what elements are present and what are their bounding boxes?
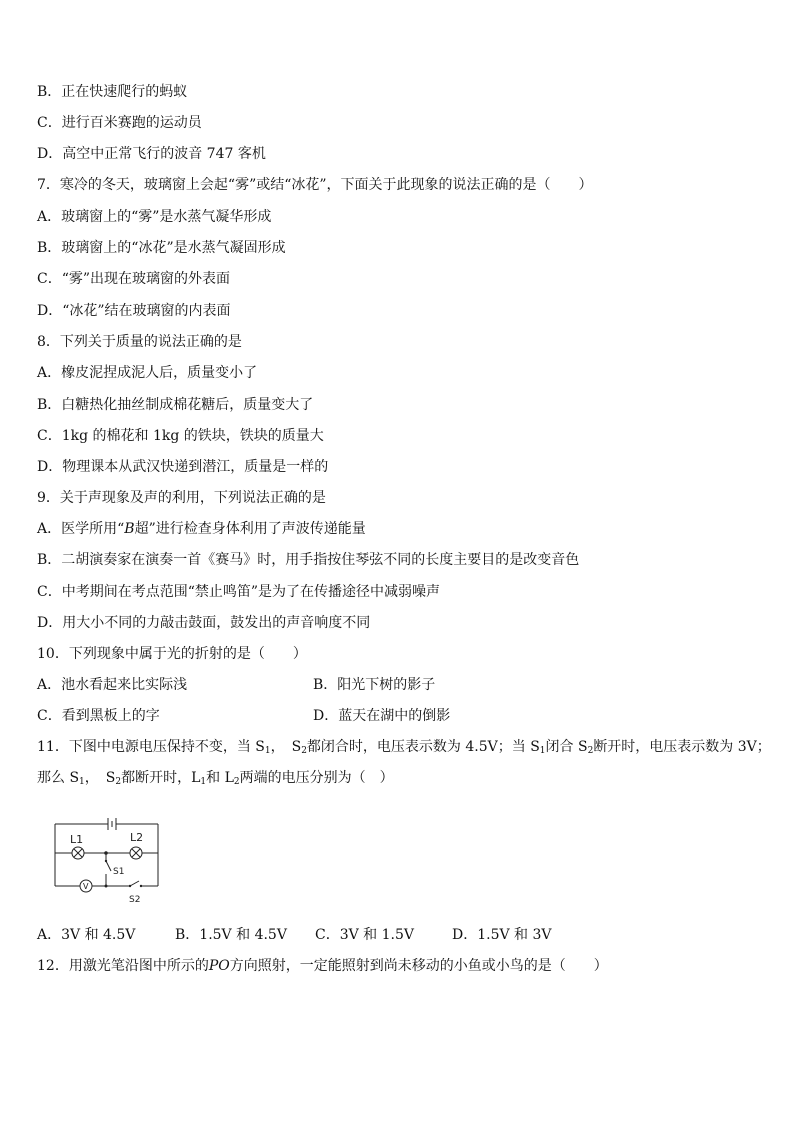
q7-option-a: A．玻璃窗上的“雾”是水蒸气凝华形成 [37,209,272,225]
q11-text: 和 L [206,770,234,786]
q9-option-b: B．二胡演奏家在演奏一首《赛马》时，用手指按住琴弦不同的长度主要目的是改变音色 [37,552,580,568]
q10-option-d: D．蓝天在湖中的倒影 [313,708,451,724]
subscript: 2 [301,746,307,756]
subscript: 2 [233,777,240,787]
q11-text: 那么 S [37,770,80,786]
junction-dot [105,885,108,888]
switch-contact [129,885,131,887]
q11-text: 断开时，电压表示数为 3V； [593,739,771,755]
q7-option-d: D．“冰花”结在玻璃窗的内表面 [37,303,231,319]
q9-option-a [37,520,366,538]
q10-option-c: C．看到黑板上的字 [37,708,160,724]
q10-stem: 10．下列现象中属于光的折射的是（ ） [37,646,307,662]
q8-option-b: B．白糖热化抽丝制成棉花糖后，质量变大了 [37,397,314,413]
q8-option-d: D．物理课本从武汉快递到潜江，质量是一样的 [37,459,329,475]
q11-circuit-diagram [50,812,168,904]
label-s2: S2 [129,895,141,904]
q12-text: 12．用激光笔沿图中所示的 [37,958,209,974]
q10-option-a: A．池水看起来比实际浅 [37,677,188,693]
subscript: 2 [115,777,122,787]
q11-text: 11．下图中电源电压保持不变，当 S [37,739,265,755]
voltmeter-label: V [83,882,89,891]
q11-text: 都断开时，L [121,770,201,786]
subscript: 1 [79,777,85,787]
switch-contact [105,860,107,862]
q11-text: 闭合 S [545,739,588,755]
q9-option-d: D．用大小不同的力敲击鼓面，鼓发出的声音响度不同 [37,615,371,631]
q12-text-rest: 方向照射，一定能照射到尚未移动的小鱼或小鸟的是（ ） [229,958,608,974]
q8-option-c: C．1kg 的棉花和 1kg 的铁块，铁块的质量大 [37,428,324,444]
q9-a-text-rest: 超”进行检查身体利用了声波传递能量 [134,521,366,537]
q9-option-c: C．中考期间在考点范围“禁止鸣笛”是为了在传播途径中减弱噪声 [37,584,441,600]
subscript: 1 [264,746,271,756]
q11-option-a: A．3V 和 4.5V [37,927,136,943]
q12-stem [37,957,608,975]
switch-s1 [106,861,111,871]
subscript: 2 [587,746,594,756]
subscript: 1 [539,746,546,756]
q7-option-c: C．“雾”出现在玻璃窗的外表面 [37,271,231,287]
q9-a-text: A．医学所用“ [37,521,125,537]
label-s1: S1 [113,867,125,877]
q9-a-italic: B [124,521,135,537]
q7-stem: 7．寒冷的冬天，玻璃窗上会起“雾”或结“冰花”，下面关于此现象的说法正确的是（ ） [37,177,593,193]
q9-stem: 9．关于声现象及声的利用，下列说法正确的是 [37,490,326,506]
q11-option-b: B．1.5V 和 4.5V [175,927,287,943]
switch-contact [140,885,142,887]
junction-dot [104,851,108,855]
q10-option-b: B．阳光下树的影子 [313,677,436,693]
q11-text: 两端的电压分别为（ ） [239,770,394,786]
label-l2: L2 [130,831,144,844]
q6-option-b: B．正在快速爬行的蚂蚁 [37,84,188,100]
q11-stem-line2 [37,769,394,787]
q6-option-c: C．进行百米赛跑的运动员 [37,115,202,131]
q7-option-b: B．玻璃窗上的“冰花”是水蒸气凝固形成 [37,240,286,256]
q12-italic: PO [208,958,230,974]
q11-text: 都闭合时，电压表示数为 4.5V；当 S [306,739,540,755]
q11-option-d: D．1.5V 和 3V [452,927,552,943]
q11-text: ， S [270,739,302,755]
switch-s2 [130,881,139,886]
q8-stem: 8．下列关于质量的说法正确的是 [37,334,242,350]
q6-option-d: D．高空中正常飞行的波音 747 客机 [37,146,266,162]
q11-stem-line1 [37,738,771,756]
q11-option-c: C．3V 和 1.5V [315,927,415,943]
subscript: 1 [200,777,207,787]
label-l1: L1 [70,833,84,846]
q11-text: ， S [84,770,116,786]
q8-option-a: A．橡皮泥捏成泥人后，质量变小了 [37,365,258,381]
